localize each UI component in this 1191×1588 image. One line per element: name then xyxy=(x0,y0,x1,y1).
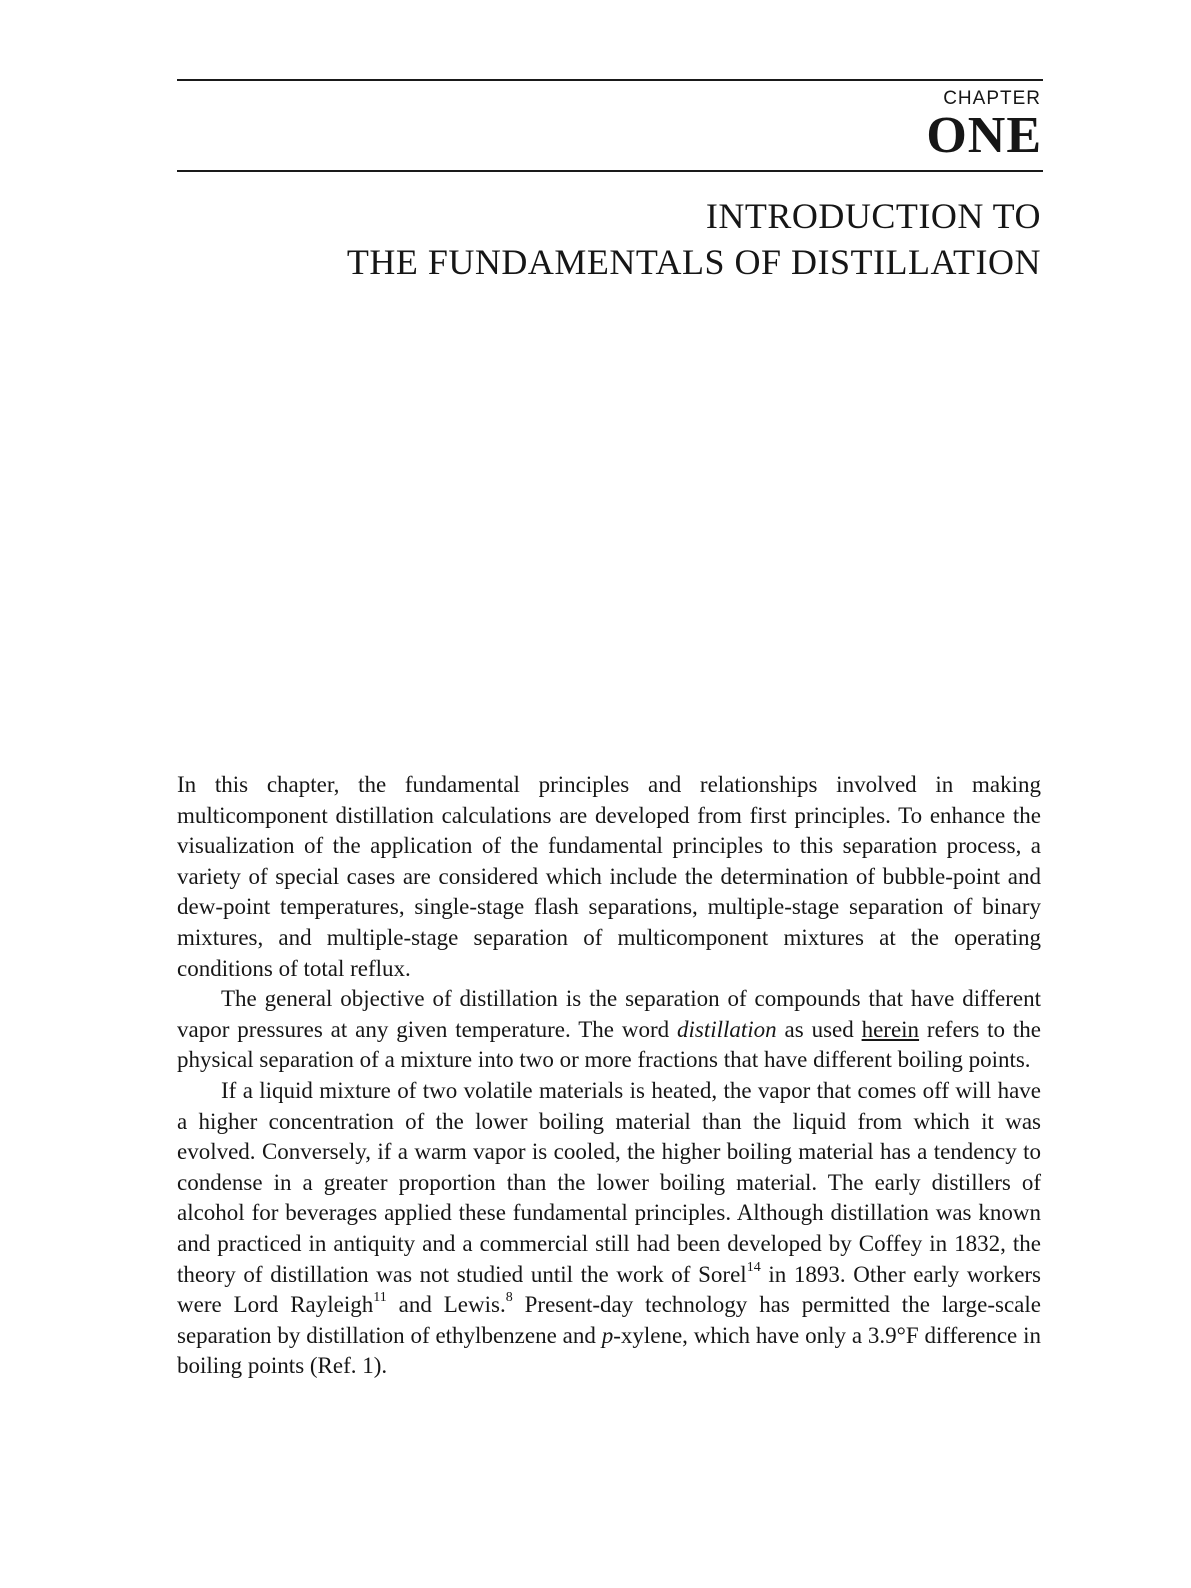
para-prefix: p xyxy=(601,1322,614,1348)
paragraph-3-text-e: -xylene, which have only a 3.9°F difference in boiling points (Ref. 1). xyxy=(177,1322,1041,1379)
paragraph-2 xyxy=(177,984,1041,1076)
paragraph-2-text-c: refers to the physical separation of a mixture into two or more fractions that have different boiling points. xyxy=(177,1016,1041,1073)
ref-rayleigh: 11 xyxy=(373,1290,387,1306)
chapter-title-line-1: INTRODUCTION TO xyxy=(705,196,1041,236)
chapter-title-line-2: THE FUNDAMENTALS OF DISTILLATION xyxy=(346,242,1041,282)
ref-lewis: 8 xyxy=(505,1290,513,1306)
body-text xyxy=(177,770,1041,1382)
herein-underlined: herein xyxy=(861,1016,920,1042)
distillation-term: distillation xyxy=(676,1016,777,1042)
paragraph-3 xyxy=(177,1076,1041,1382)
paragraph-2-text-a: The general objective of distillation is the separation of compounds that have different vapor pressures at any given temperature. The word xyxy=(177,986,1041,1042)
ref-sorel: 14 xyxy=(746,1259,761,1275)
paragraph-3-text-d: Present-day technology has permitted the large-scale separation by distillation of ethylbenzene and xyxy=(177,1292,1041,1348)
paragraph-3-text-a: If a liquid mixture of two volatile materials is heated, the vapor that comes off will have a higher concentration of the lower boiling material than the liquid from which it was evolved. Conversely, if a warm vapor is cooled, the higher boiling material has a tendency to condense in a greater proportion than the lower boiling material. The early distillers of alcohol for beverages applied these fundamental principles. Although distillation was known and practiced in antiquity and a commercial still had been developed by Coffey in 1832, the theory of distillation was not studied until the work of Sorel xyxy=(177,1077,1041,1287)
top-rule xyxy=(177,79,1043,81)
chapter-label: CHAPTER xyxy=(943,88,1041,109)
paragraph-3-text-c: and Lewis. xyxy=(386,1292,506,1318)
chapter-title xyxy=(347,193,1041,285)
paragraph-1: In this chapter, the fundamental principles and relationships involved in making multicomponent distillation calculations are developed from first principles. To enhance the visualization of the application of the fundamental principles to this separation process, a variety of special cases are considered which include the determination of bubble-point and dew-point temperatures, single-stage flash separations, multiple-stage separation of binary mixtures, and multiple-stage separation of multicomponent mixtures at the operating conditions of total reflux. xyxy=(177,772,1041,981)
paragraph-2-text-b: as used xyxy=(776,1016,862,1042)
chapter-number: ONE xyxy=(926,107,1042,164)
paragraph-3-text-b: in 1893. Other early workers were Lord Rayleigh xyxy=(177,1261,1042,1318)
bottom-rule xyxy=(177,170,1043,172)
